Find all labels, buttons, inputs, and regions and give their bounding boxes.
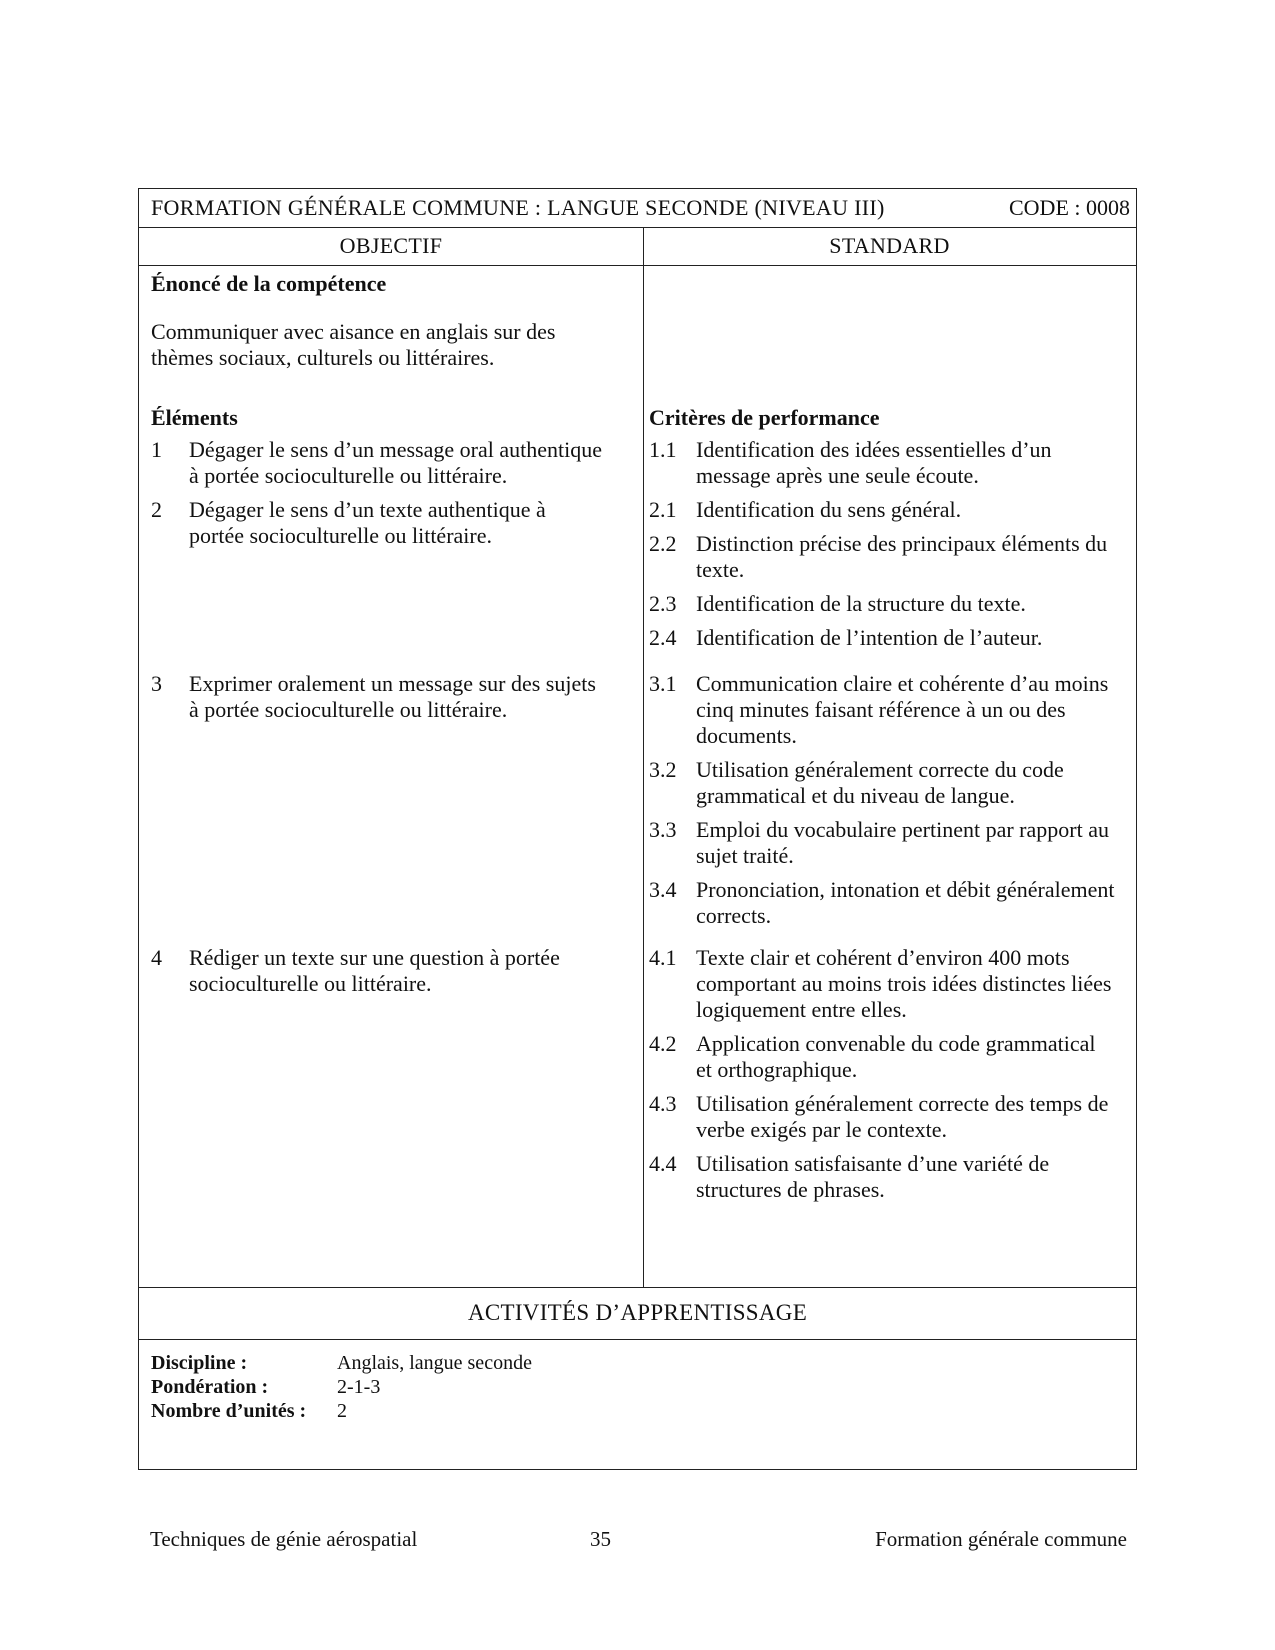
title-row — [139, 189, 1136, 228]
criterion-text-line: sujet traité. — [696, 843, 794, 868]
criterion-text-line: documents. — [696, 723, 797, 748]
discipline-value: Anglais, langue seconde — [337, 1352, 532, 1374]
activities-heading: ACTIVITÉS D’APPRENTISSAGE — [467, 1300, 808, 1325]
element-text-line: Dégager le sens d’un message oral authentique — [189, 437, 602, 462]
criterion-text-line: grammatical et du niveau de langue. — [696, 783, 1015, 808]
discipline-label: Discipline : — [151, 1352, 248, 1374]
element-number: 4 — [151, 945, 162, 970]
competence-heading: Énoncé de la compétence — [151, 271, 387, 296]
unites-value: 2 — [337, 1400, 347, 1422]
criterion-text-line: Utilisation satisfaisante d’une variété de — [696, 1151, 1050, 1176]
document-title: FORMATION GÉNÉRALE COMMUNE : LANGUE SECONDE (NIVEAU III) — [151, 195, 885, 220]
element-text-line: Dégager le sens d’un texte authentique à — [189, 497, 546, 522]
element-text-line: à portée socioculturelle ou littéraire. — [189, 697, 508, 722]
criterion-text-line: Identification du sens général. — [696, 497, 962, 522]
criterion-text-line: cinq minutes faisant référence à un ou des — [696, 697, 1066, 722]
criterion-number: 4.2 — [649, 1031, 677, 1056]
criterion-number: 3.1 — [649, 671, 677, 696]
criterion-text-line: comportant au moins trois idées distinctes liées — [696, 971, 1112, 996]
competency-code: CODE : 0008 — [1009, 195, 1130, 220]
criterion-text-line: Emploi du vocabulaire pertinent par rapport au — [696, 817, 1109, 842]
criterion-number: 2.2 — [649, 531, 677, 556]
criterion-number: 2.4 — [649, 625, 677, 650]
criterion-text-line: Texte clair et cohérent d’environ 400 mots — [696, 945, 1070, 970]
element-text-line: socioculturelle ou littéraire. — [189, 971, 432, 996]
criterion-number: 2.3 — [649, 591, 677, 616]
criterion-number: 3.2 — [649, 757, 677, 782]
criterion-text-line: Utilisation généralement correcte du code — [696, 757, 1064, 782]
criterion-text-line: Application convenable du code grammatical — [696, 1031, 1096, 1056]
criterion-text-line: corrects. — [696, 903, 772, 928]
criterion-number: 4.3 — [649, 1091, 677, 1116]
criterion-text-line: verbe exigés par le contexte. — [696, 1117, 948, 1142]
criterion-text-line: et orthographique. — [696, 1057, 858, 1082]
criterion-number: 3.4 — [649, 877, 677, 902]
elements-heading: Éléments — [151, 405, 238, 430]
footer-section: Formation générale commune — [875, 1527, 1127, 1551]
criterion-text-line: Prononciation, intonation et débit généralement — [696, 877, 1115, 902]
ponderation-value: 2-1-3 — [337, 1376, 381, 1398]
element-text-line: Exprimer oralement un message sur des sujets — [189, 671, 596, 696]
criterion-number: 4.4 — [649, 1151, 677, 1176]
criterion-text-line: Utilisation généralement correcte des temps de — [696, 1091, 1109, 1116]
criterion-text-line: Identification des idées essentielles d’un — [696, 437, 1052, 462]
criterion-number: 2.1 — [649, 497, 677, 522]
footer-program: Techniques de génie aérospatial — [150, 1527, 418, 1551]
activities-divider-bottom — [139, 1339, 1136, 1340]
criteria-heading: Critères de performance — [649, 405, 880, 430]
column-header-standard: STANDARD — [643, 227, 1136, 266]
criterion-text-line: Communication claire et cohérente d’au moins — [696, 671, 1109, 696]
element-text-line: Rédiger un texte sur une question à portée — [189, 945, 560, 970]
competence-line-1: Communiquer avec aisance en anglais sur des — [151, 319, 556, 344]
competency-table — [138, 188, 1137, 1470]
criterion-text-line: texte. — [696, 557, 745, 582]
column-header-objectif: OBJECTIF — [139, 227, 644, 266]
element-text-line: portée socioculturelle ou littéraire. — [189, 523, 492, 548]
page-number: 35 — [590, 1527, 611, 1551]
element-number: 2 — [151, 497, 162, 522]
criterion-text-line: logiquement entre elles. — [696, 997, 907, 1022]
criterion-text-line: Distinction précise des principaux éléments du — [696, 531, 1108, 556]
unites-label: Nombre d’unités : — [151, 1400, 307, 1422]
criterion-text-line: Identification de l’intention de l’auteur. — [696, 625, 1043, 650]
criterion-text-line: Identification de la structure du texte. — [696, 591, 1026, 616]
competence-line-2: thèmes sociaux, culturels ou littéraires. — [151, 345, 495, 370]
criterion-number: 4.1 — [649, 945, 677, 970]
ponderation-label: Pondération : — [151, 1376, 269, 1398]
element-text-line: à portée socioculturelle ou littéraire. — [189, 463, 508, 488]
criterion-number: 1.1 — [649, 437, 677, 462]
column-divider — [643, 265, 644, 1287]
element-number: 3 — [151, 671, 162, 696]
element-number: 1 — [151, 437, 162, 462]
criterion-number: 3.3 — [649, 817, 677, 842]
criterion-text-line: message après une seule écoute. — [696, 463, 979, 488]
criterion-text-line: structures de phrases. — [696, 1177, 885, 1202]
